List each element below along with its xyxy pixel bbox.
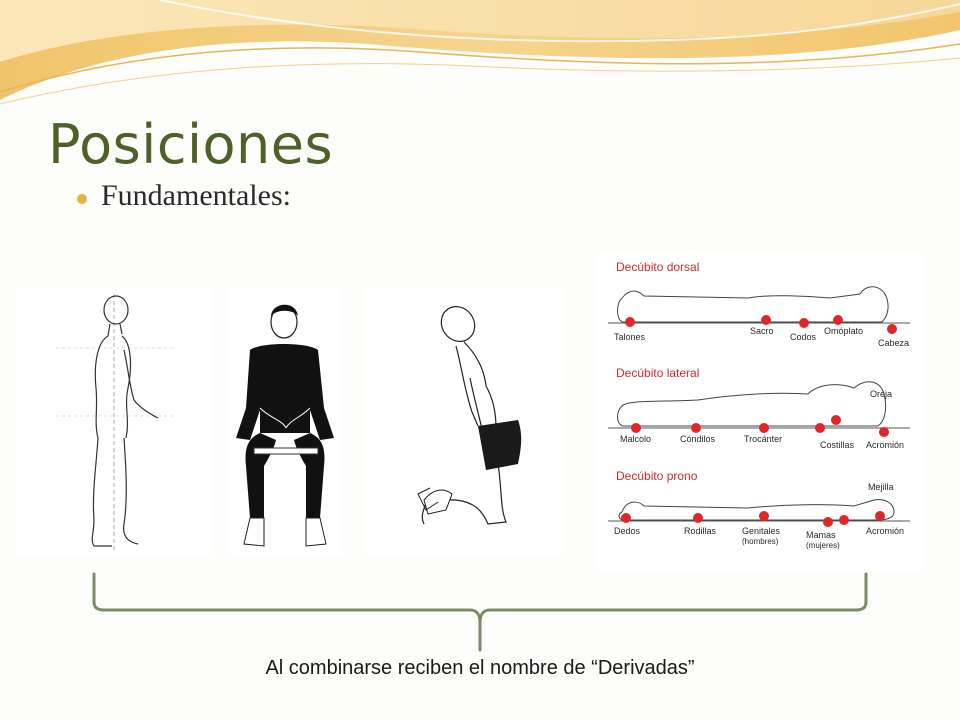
label-cabeza: Cabeza [878, 338, 910, 348]
label-talones: Talones [614, 332, 646, 342]
label-mamas: Mamas [806, 530, 836, 540]
label-mejilla: Mejilla [868, 482, 894, 492]
label-omoplato: Omóplato [824, 326, 864, 336]
label-genitales: Genitales [742, 526, 781, 536]
label-acromion-prono: Acromión [866, 526, 905, 536]
label-malcolo: Malcolo [620, 434, 652, 444]
label-costillas: Costillas [820, 440, 855, 450]
label-rodillas: Rodillas [684, 526, 717, 536]
seated-position-image [230, 288, 342, 556]
bullet-text: Fundamentales: [101, 179, 291, 212]
header-wave-decoration [0, 0, 960, 120]
heading-decubito-dorsal: Decúbito dorsal [616, 260, 700, 274]
label-dedos: Dedos [614, 526, 641, 536]
label-trocanter: Trocánter [744, 434, 783, 444]
slide-title: Posiciones [48, 113, 334, 176]
label-acromion-lateral: Acromión [866, 440, 905, 450]
grouping-brace [86, 572, 874, 654]
label-mujeres: (mujeres) [806, 541, 840, 550]
label-sacro: Sacro [750, 326, 774, 336]
label-codos: Codos [790, 332, 817, 342]
heading-decubito-prono: Decúbito prono [616, 469, 698, 483]
label-hombres: (hombres) [742, 537, 779, 546]
label-oreja: Oreja [870, 389, 893, 399]
slide-caption: Al combinarse reciben el nombre de “Derivadas” [265, 657, 695, 679]
standing-position-image [16, 288, 212, 556]
decubitus-positions-chart [598, 254, 922, 570]
heading-decubito-lateral: Decúbito lateral [616, 366, 700, 380]
bullet-icon [77, 194, 87, 204]
label-condilos: Cóndilos [680, 434, 716, 444]
kneeling-position-image [366, 288, 562, 556]
